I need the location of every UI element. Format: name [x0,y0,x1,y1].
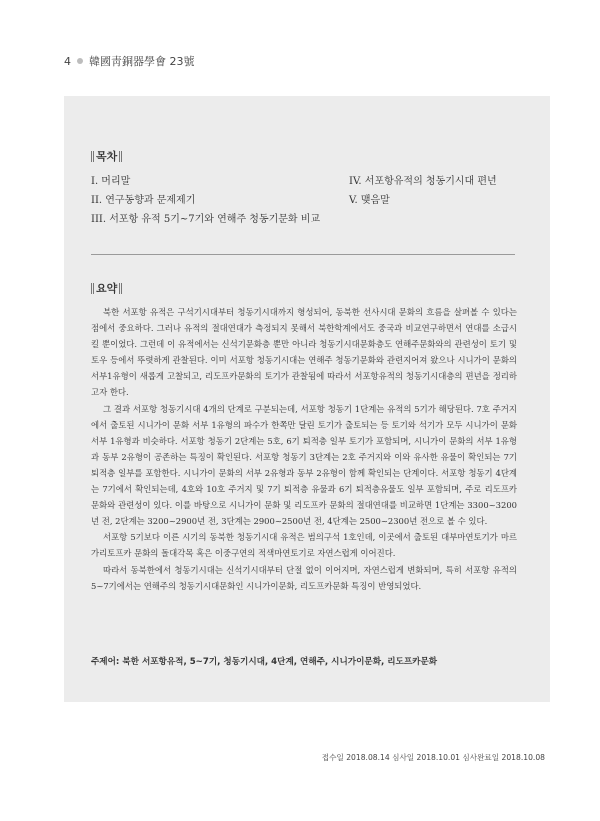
double-bar-icon [119,283,122,294]
toc-item: I. 머리말 [91,176,131,187]
abstract-heading: 요약 [91,280,122,296]
submission-dates: 접수일 2018.08.14 심사일 2018.10.01 심사완료일 2018.10.08 [321,753,545,762]
keywords [91,655,521,667]
abstract-body [91,304,517,594]
toc-item: IV. 서포항유적의 청동기시대 편년 [349,176,497,187]
double-bar-icon [91,283,94,294]
abstract-paragraph: 따라서 동북한에서 청동기시대는 신석기시대부터 단절 없이 이어지며, 자연스럽게 변화되며, 특히 서포항 유적의 5~7기에서는 연해주의 청동기시대문화인 시니가이문화, 리도프카문화 특징이 반영되었다. [91,564,517,591]
abstract-paragraph: 북한 서포항 유적은 구석기시대부터 청동기시대까지 형성되어, 동북한 선사시대 문화의 흐름을 살펴볼 수 있다는 점에서 중요하다. 그러나 유적의 절대연대가 측정되지 못해서 북한학계에서도 중국과 비교연구하면서 연대를 소급시킬 뿐이었다. 그런데 이 유적에서는 신석기문화층 뿐만 아니라 청동기시대문화층도 연해주문화와의 관련성이 토기 및 토우 등에서 뚜렷하게 관찰된다. 이미 서포항 청동기시대는 연해주 청동기문화와 관련지어져 왔으나 시니가이 문화의 서부1유형이 새롭게 고찰되고, 리도프카문화의 토기가 관찰됨에 따라서 서포항유적의 청동기시대층의 편년을 정리하고자 한다. [91,307,517,398]
keywords-text: 북한 서포항유적, 5~7기, 청동기시대, 4단계, 연해주, 시니가이문화, 리도프카문화 [122,657,438,667]
page-number: 4 [64,54,71,68]
section-divider [91,254,515,255]
contents-left-column [91,172,320,229]
toc-item: V. 맺음말 [349,195,390,206]
running-header [64,53,195,69]
journal-title: 韓國靑銅器學會 23號 [89,55,195,68]
contents-right-column [349,172,497,210]
toc-item: III. 서포항 유적 5기~7기와 연해주 청동기문화 비교 [91,214,321,225]
toc-item: II. 연구동향과 문제제기 [91,195,196,206]
keywords-label: 주제어: [91,657,120,667]
abstract-box [64,96,550,702]
contents-heading: 목차 [91,148,122,164]
bullet-dot-icon [77,58,83,64]
double-bar-icon [91,151,94,162]
abstract-paragraph: 서포항 5기보다 이른 시기의 동북한 청동기시대 유적은 범의구석 1호인데, 이곳에서 출토된 대부마연토기가 마르가리토프카 문화의 돌대각목 혹은 이중구연의 적색마연토기로 자연스럽게 이어진다. [91,532,517,559]
double-bar-icon [119,151,122,162]
abstract-paragraph: 그 결과 서포항 청동기시대 4개의 단계로 구분되는데, 서포항 청동기 1단계는 유적의 5기가 해당된다. 7호 주거지에서 출토된 시니가이 문화 서부 1유형의 파수가 한쪽만 달린 토기가 출토되는 등 토기와 석기가 모두 시니가이 문화 서부 1유형과 비슷하다. 서포항 청동기 2단계는 5호, 6기 퇴적층 일부 토기가 포함되며, 시니가이 문화의 서부 1유형과 동부 2유형이 공존하는 특징이 확인된다. 서포항 청동기 3단계는 2호 주거지와 이와 유사한 유물이 확인되는 7기 퇴적층 일부를 포함한다. 시니가이 문화의 서부 2유형과 동부 2유형이 함께 확인되는 단계이다. 서포항 청동기 4단계는 7기에서 확인되는데, 4호와 10호 주거지 및 7기 퇴적층 유물과 6기 퇴적층유물도 일부 포함되며, 주로 리도프카 문화와 관련성이 있다. 이를 바탕으로 시니가이 문화 및 리도프카 문화의 절대연대를 비교하면 1단계는 3300~3200년 전, 2단계는 3200~2900년 전, 3단계는 2900~2500년 전, 4단계는 2500~2300년 전으로 볼 수 있다. [91,403,517,527]
